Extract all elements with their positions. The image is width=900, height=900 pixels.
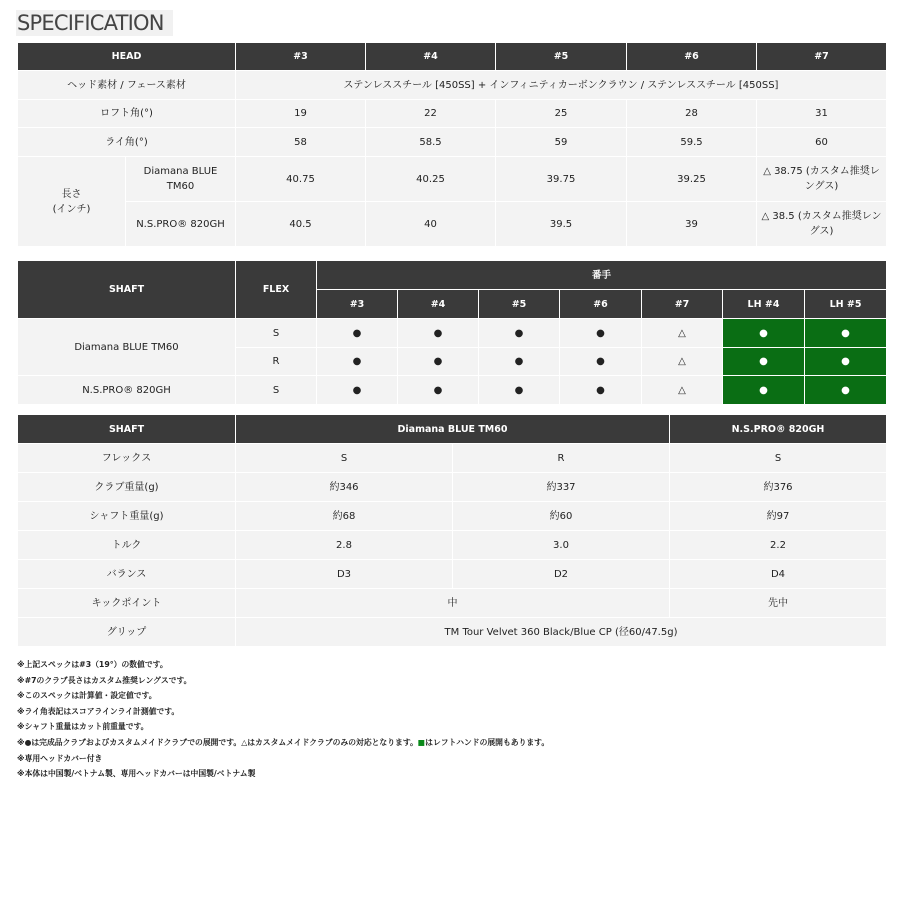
flex-value: R xyxy=(236,348,317,376)
kick-point-label: キックポイント xyxy=(18,589,236,618)
flex-header: FLEX xyxy=(236,261,317,319)
flex-label: フレックス xyxy=(18,444,236,473)
balance-value: D4 xyxy=(670,560,887,589)
footnote-text: ※●は完成品クラブおよびカスタムメイドクラブでの展開です。△はカスタムメイドクラブのみの対応となります。 xyxy=(17,737,418,747)
shaft-weight-value: 約97 xyxy=(670,502,887,531)
length-value: 39 xyxy=(627,202,757,247)
footnote xyxy=(17,735,886,751)
shaft-spec-table xyxy=(17,414,887,647)
torque-value: 2.2 xyxy=(670,531,887,560)
footnote: ※専用ヘッドカバー付き xyxy=(17,753,103,763)
availability-mark: ● xyxy=(479,348,560,376)
length-label: 長さ (インチ) xyxy=(18,157,126,247)
club-weight-value: 約346 xyxy=(236,473,453,502)
length-value: △ 38.5 (カスタム推奨レングス) xyxy=(757,202,887,247)
shaft-weight-label: シャフト重量(g) xyxy=(18,502,236,531)
head-col-5: #5 xyxy=(496,43,627,71)
availability-mark: ● xyxy=(479,319,560,348)
balance-value: D3 xyxy=(236,560,453,589)
shaft-weight-value: 約60 xyxy=(453,502,670,531)
head-col-3: #3 xyxy=(236,43,366,71)
flex-value: S xyxy=(236,319,317,348)
length-value: 40 xyxy=(366,202,496,247)
balance-value: D2 xyxy=(453,560,670,589)
torque-value: 3.0 xyxy=(453,531,670,560)
availability-mark: ● xyxy=(317,319,398,348)
availability-mark: ● xyxy=(560,376,642,405)
footnote-text: はレフトハンドの展開もあります。 xyxy=(425,737,550,747)
balance-label: バランス xyxy=(18,560,236,589)
lie-value: 58.5 xyxy=(366,128,496,157)
length-value: 40.25 xyxy=(366,157,496,202)
length-value: 40.75 xyxy=(236,157,366,202)
availability-mark: △ xyxy=(642,319,723,348)
footnote: ※シャフト重量はカット前重量です。 xyxy=(17,722,149,732)
footnote: ※本体は中国製/ベトナム製、専用ヘッドカバーは中国製/ベトナム製 xyxy=(17,769,256,779)
footnote: ※ライ角表記はスコアラインライ計測値です。 xyxy=(17,706,180,716)
length-value: 40.5 xyxy=(236,202,366,247)
shaft-availability-table xyxy=(17,260,887,405)
club-col: #5 xyxy=(479,290,560,319)
availability-mark: ● xyxy=(317,376,398,405)
shaft-name: Diamana BLUE TM60 xyxy=(18,319,236,376)
shaft-header: SHAFT xyxy=(18,261,236,319)
lh-availability-mark: ● xyxy=(723,348,805,376)
availability-mark: ● xyxy=(479,376,560,405)
flex-value: S xyxy=(236,376,317,405)
club-col-lh: LH #4 xyxy=(723,290,805,319)
kick-point-value: 中 xyxy=(236,589,670,618)
club-col: #7 xyxy=(642,290,723,319)
lh-availability-mark: ● xyxy=(723,319,805,348)
flex-value: R xyxy=(453,444,670,473)
lh-availability-mark: ● xyxy=(805,376,887,405)
availability-mark: ● xyxy=(398,376,479,405)
head-col-4: #4 xyxy=(366,43,496,71)
length-value: 39.25 xyxy=(627,157,757,202)
club-col: #6 xyxy=(560,290,642,319)
material-label: ヘッド素材 / フェース素材 xyxy=(18,71,236,100)
footnote: ※#7のクラブ長さはカスタム推奨レングスです。 xyxy=(17,675,192,685)
length-shaft-name: N.S.PRO® 820GH xyxy=(126,202,236,247)
torque-value: 2.8 xyxy=(236,531,453,560)
loft-value: 31 xyxy=(757,100,887,128)
lh-availability-mark: ● xyxy=(805,348,887,376)
head-col-6: #6 xyxy=(627,43,757,71)
footnote: ※上記スペックは#3（19°）の数値です。 xyxy=(17,660,168,669)
shaft-weight-value: 約68 xyxy=(236,502,453,531)
shaftspec-col-diamana: Diamana BLUE TM60 xyxy=(236,415,670,444)
kick-point-value: 先中 xyxy=(670,589,887,618)
lie-label: ライ角(°) xyxy=(18,128,236,157)
green-square-icon: ■ xyxy=(417,737,426,747)
grip-value: TM Tour Velvet 360 Black/Blue CP (径60/47.5g) xyxy=(236,618,887,647)
lie-value: 58 xyxy=(236,128,366,157)
availability-mark: ● xyxy=(398,319,479,348)
lh-availability-mark: ● xyxy=(723,376,805,405)
head-spec-table xyxy=(17,42,887,247)
availability-mark: △ xyxy=(642,376,723,405)
loft-value: 19 xyxy=(236,100,366,128)
loft-label: ロフト角(°) xyxy=(18,100,236,128)
head-header: HEAD xyxy=(18,43,236,71)
shaftspec-header: SHAFT xyxy=(18,415,236,444)
material-value: ステンレススチール [450SS] + インフィニティカーボンクラウン / ステンレススチール [450SS] xyxy=(236,71,887,100)
loft-value: 22 xyxy=(366,100,496,128)
lie-value: 60 xyxy=(757,128,887,157)
availability-mark: ● xyxy=(317,348,398,376)
availability-mark: ● xyxy=(560,319,642,348)
club-weight-value: 約337 xyxy=(453,473,670,502)
club-weight-label: クラブ重量(g) xyxy=(18,473,236,502)
club-col: #4 xyxy=(398,290,479,319)
grip-label: グリップ xyxy=(18,618,236,647)
lie-value: 59 xyxy=(496,128,627,157)
loft-value: 28 xyxy=(627,100,757,128)
club-col-lh: LH #5 xyxy=(805,290,887,319)
flex-value: S xyxy=(670,444,887,473)
head-col-7: #7 xyxy=(757,43,887,71)
shaftspec-col-nspro: N.S.PRO® 820GH xyxy=(670,415,887,444)
club-number-header: 番手 xyxy=(317,261,887,290)
availability-mark: ● xyxy=(398,348,479,376)
length-value: 39.5 xyxy=(496,202,627,247)
length-value: 39.75 xyxy=(496,157,627,202)
availability-mark: △ xyxy=(642,348,723,376)
page-title: SPECIFICATION xyxy=(16,10,173,36)
flex-value: S xyxy=(236,444,453,473)
footnote: ※このスペックは計算値・設定値です。 xyxy=(17,691,157,701)
length-shaft-name: Diamana BLUE TM60 xyxy=(126,157,236,202)
loft-value: 25 xyxy=(496,100,627,128)
footnotes xyxy=(17,657,886,782)
club-col: #3 xyxy=(317,290,398,319)
shaft-name: N.S.PRO® 820GH xyxy=(18,376,236,405)
length-value: △ 38.75 (カスタム推奨レングス) xyxy=(757,157,887,202)
torque-label: トルク xyxy=(18,531,236,560)
availability-mark: ● xyxy=(560,348,642,376)
lie-value: 59.5 xyxy=(627,128,757,157)
club-weight-value: 約376 xyxy=(670,473,887,502)
lh-availability-mark: ● xyxy=(805,319,887,348)
